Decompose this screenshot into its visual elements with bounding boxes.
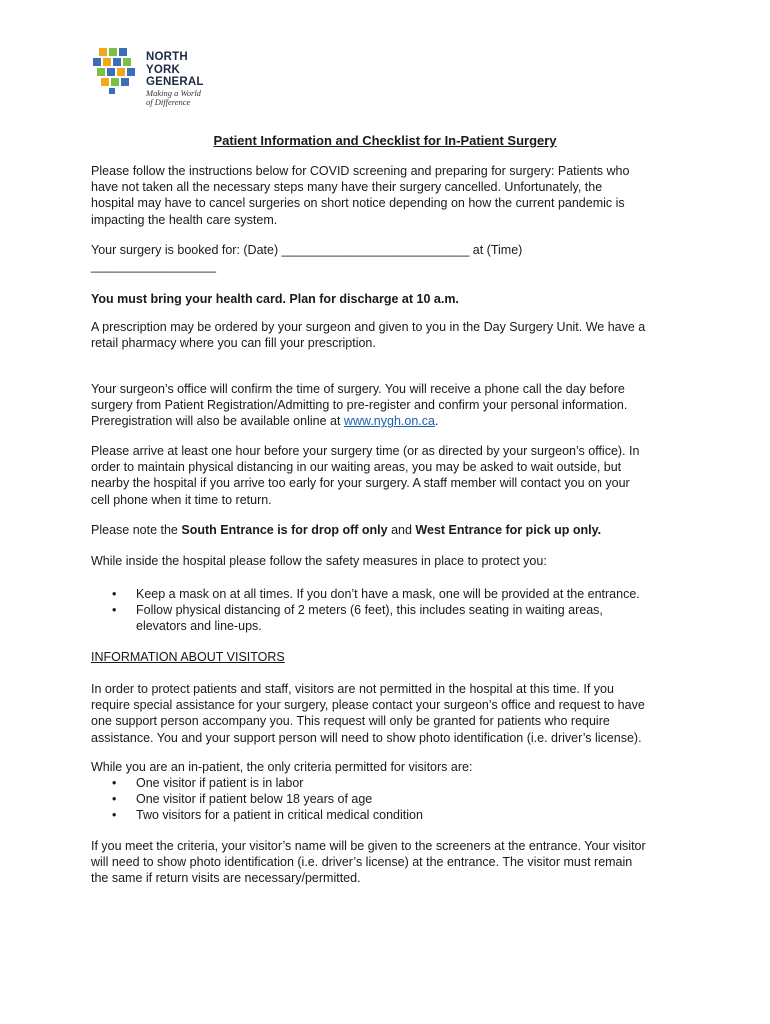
logo-wordmark bbox=[146, 51, 204, 89]
visitors-line: require special assistance for your surgery, please contact your surgeon’s office and request to have bbox=[91, 698, 645, 713]
bullet-text: Keep a mask on at all times. If you don’t have a mask, one will be provided at the entrance. bbox=[136, 587, 640, 601]
list-item bbox=[112, 775, 692, 791]
list-item bbox=[112, 586, 692, 602]
prescription-paragraph bbox=[91, 319, 691, 351]
south-entrance-text: South Entrance is for drop off only bbox=[181, 523, 388, 537]
booking-line: __________________ bbox=[91, 259, 217, 274]
confirm-suffix: . bbox=[434, 414, 439, 429]
visitors-line: In order to protect patients and staff, visitors are not permitted in the hospital at this time. If you bbox=[91, 682, 614, 696]
confirm-line: surgery from Patient Registration/Admitting to pre-register and confirm your personal information. bbox=[91, 398, 628, 413]
hospital-logo bbox=[93, 47, 223, 117]
confirm-paragraph bbox=[91, 381, 691, 430]
logo-line-2: YORK bbox=[146, 63, 181, 76]
safety-intro: While inside the hospital please follow the safety measures in place to protect you: bbox=[91, 554, 547, 568]
list-item bbox=[112, 807, 692, 823]
logo-tagline bbox=[146, 89, 201, 107]
logo-line-3: GENERAL bbox=[146, 76, 204, 88]
bullet-icon: • bbox=[112, 603, 117, 618]
criteria-bullet-list bbox=[112, 775, 692, 824]
booking-line: Your surgery is booked for: (Date) ___________________________ at (Time) bbox=[91, 243, 523, 257]
logo-mosaic-icon bbox=[93, 48, 139, 94]
confirm-line bbox=[91, 413, 691, 429]
intro-line: Please follow the instructions below for COVID screening and preparing for surgery: Patients who bbox=[91, 164, 630, 178]
arrival-line: cell phone when it time to return. bbox=[91, 492, 272, 507]
prescription-line: A prescription may be ordered by your surgeon and given to you in the Day Surgery Unit. We have a bbox=[91, 320, 646, 334]
visitors-line: assistance. You and your support person will need to show photo identification (i.e. driver’s license). bbox=[91, 730, 642, 745]
final-line: the same if return visits are necessary/permitted. bbox=[91, 871, 361, 886]
booking-paragraph bbox=[91, 242, 691, 274]
safety-bullet-list bbox=[112, 586, 692, 635]
visitors-line: one support person accompany you. This request will only be granted for patients who require bbox=[91, 714, 610, 729]
list-item bbox=[112, 602, 692, 634]
inpatient-intro: While you are an in-patient, the only criteria permitted for visitors are: bbox=[91, 760, 473, 774]
visitors-paragraph bbox=[91, 681, 691, 746]
entrance-mid: and bbox=[387, 523, 416, 537]
bullet-icon: • bbox=[112, 792, 117, 807]
prescription-line: retail pharmacy where you can fill your prescription. bbox=[91, 336, 376, 351]
west-entrance-text: West Entrance for pick up only. bbox=[415, 523, 602, 537]
final-line: will need to show photo identification (i.e. driver’s license) at the entrance. The visitor must remain bbox=[91, 855, 633, 870]
arrival-paragraph bbox=[91, 443, 691, 508]
intro-paragraph bbox=[91, 163, 691, 228]
criteria-text: One visitor if patient is in labor bbox=[136, 776, 304, 790]
criteria-text: Two visitors for a patient in critical medical condition bbox=[136, 808, 423, 823]
final-line: If you meet the criteria, your visitor’s name will be given to the screeners at the entrance. Your visitor bbox=[91, 839, 646, 853]
list-item bbox=[112, 791, 692, 807]
bullet-text: elevators and line-ups. bbox=[136, 619, 262, 634]
confirm-line: Your surgeon’s office will confirm the time of surgery. You will receive a phone call the day before bbox=[91, 382, 625, 396]
criteria-text: One visitor if patient below 18 years of age bbox=[136, 792, 373, 807]
bullet-icon: • bbox=[112, 587, 117, 601]
confirm-prefix: Preregistration will also be available online at bbox=[91, 414, 344, 429]
health-card-notice: You must bring your health card. Plan for discharge at 10 a.m. bbox=[91, 292, 459, 306]
bullet-text: Follow physical distancing of 2 meters (6 feet), this includes seating in waiting areas, bbox=[136, 603, 603, 618]
intro-line: hospital may have to cancel surgeries on short notice depending on how the current pandemic is bbox=[91, 196, 625, 211]
logo-tag-2: of Difference bbox=[146, 97, 191, 107]
bullet-icon: • bbox=[112, 776, 117, 790]
entrance-prefix: Please note the bbox=[91, 523, 182, 537]
bullet-icon: • bbox=[112, 808, 117, 823]
arrival-line: order to maintain physical distancing in our waiting areas, you may be asked to wait outside, but bbox=[91, 460, 622, 475]
document-title: Patient Information and Checklist for In-Patient Surgery bbox=[213, 133, 557, 148]
logo-tag-1: Making a World bbox=[146, 88, 201, 98]
logo-line-1: NORTH bbox=[146, 51, 188, 63]
entrance-paragraph bbox=[91, 522, 691, 538]
arrival-line: nearby the hospital if you arrive too early for your surgery. A staff member will contact you on your bbox=[91, 476, 630, 491]
visitors-heading: INFORMATION ABOUT VISITORS bbox=[91, 650, 285, 664]
final-paragraph bbox=[91, 838, 691, 887]
arrival-line: Please arrive at least one hour before your surgery time (or as directed by your surgeon’s office). In bbox=[91, 444, 640, 458]
intro-line: have not taken all the necessary steps many have their surgery cancelled. Unfortunately, the bbox=[91, 180, 603, 195]
website-link[interactable]: www.nygh.on.ca bbox=[343, 414, 435, 429]
intro-line: impacting the health care system. bbox=[91, 212, 278, 227]
